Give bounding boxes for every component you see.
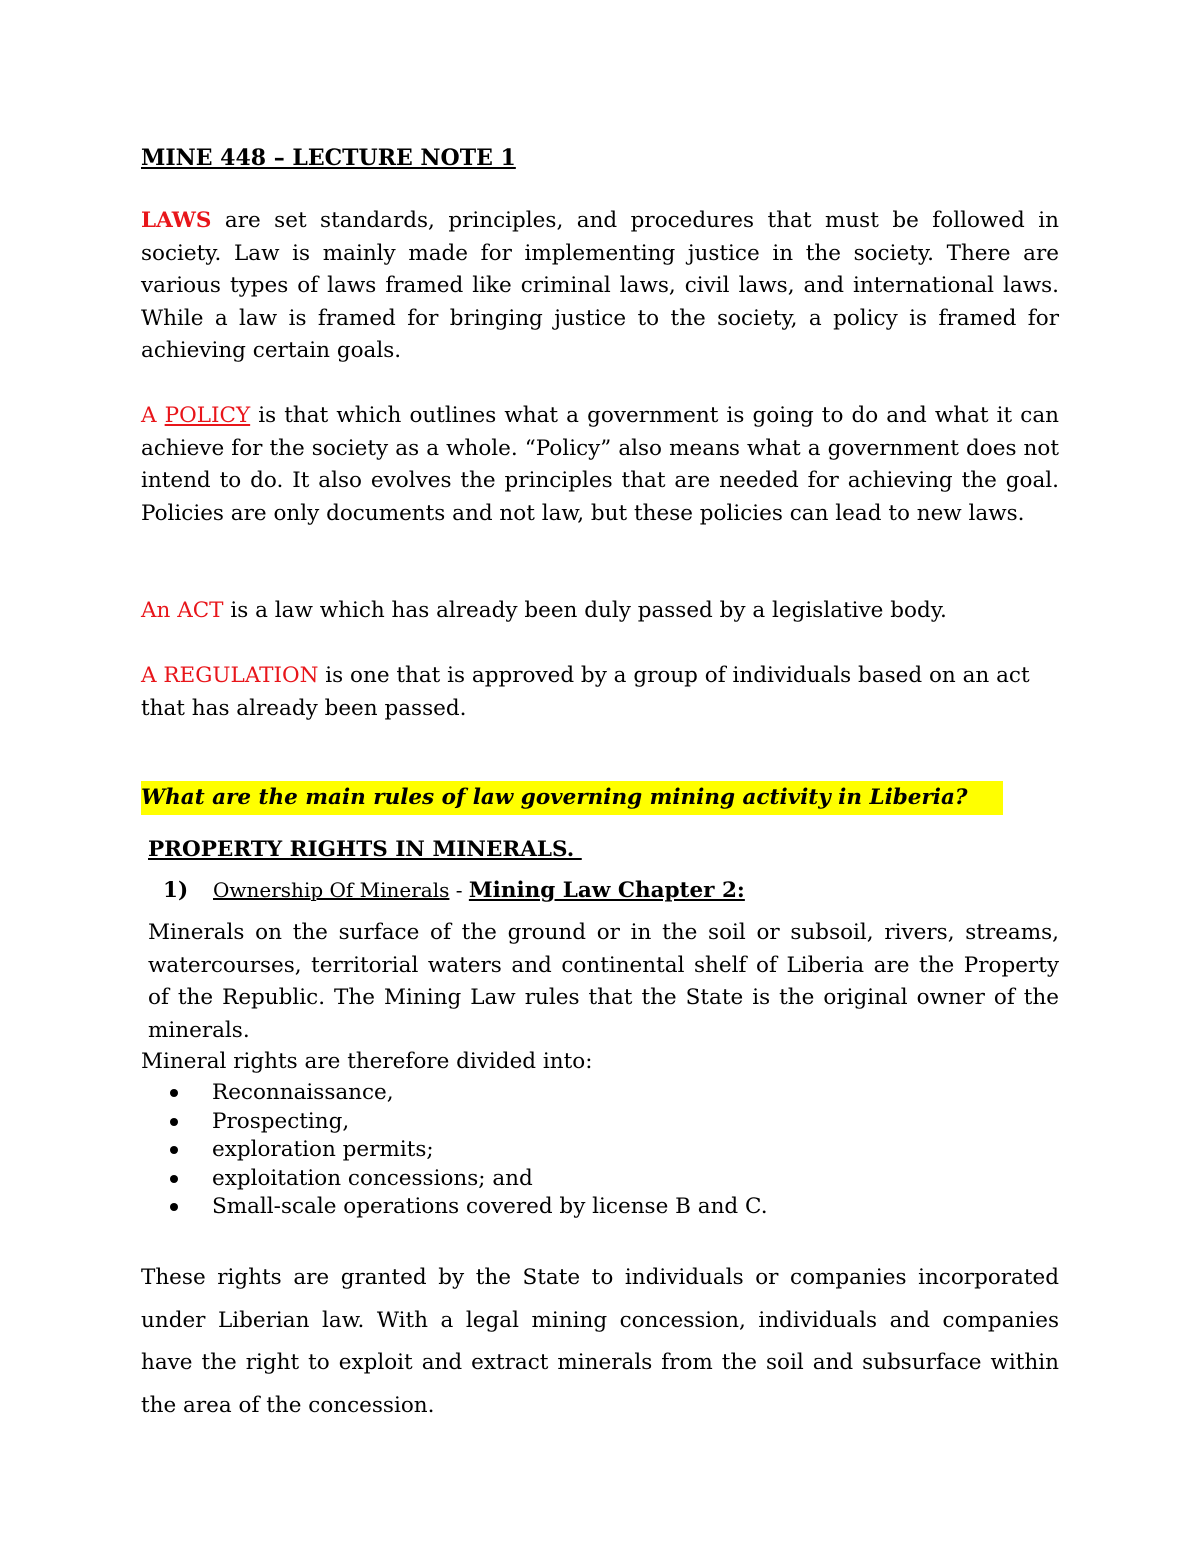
list-item: exploration permits; (170, 1136, 768, 1165)
item-number: 1) (163, 878, 189, 903)
regulation-text: is one that is approved by a group of individuals based on an act that has already been passed. (141, 663, 1030, 721)
property-rights-heading: PROPERTY RIGHTS IN MINERALS. (148, 837, 582, 862)
list-item: exploitation concessions; and (170, 1165, 768, 1194)
list-item: Reconnaissance, (170, 1079, 768, 1108)
rights-bullet-list (170, 1079, 768, 1222)
act-paragraph (141, 595, 1059, 628)
laws-term: LAWS (141, 208, 212, 233)
highlighted-question: What are the main rules of law governing mining activity in Liberia? (141, 781, 1003, 815)
ownership-list-item (163, 874, 745, 907)
list-item: Small-scale operations covered by license B and C. (170, 1193, 768, 1222)
policy-term: POLICY (164, 403, 251, 428)
bullet-icon (170, 1089, 178, 1097)
act-text: is a law which has already been duly passed by a legislative body. (223, 598, 947, 623)
policy-text: is that which outlines what a government is going to do and what it can achieve for the society as a whole. “Policy” also means what a government does not intend to do. It also evolves the principles that are needed for achieving the goal. Policies are only documents and not law, but these policies can lead to new laws. (141, 403, 1059, 526)
regulation-paragraph (141, 660, 1059, 725)
bullet-icon (170, 1175, 178, 1183)
laws-paragraph (141, 205, 1059, 368)
policy-prefix: A (141, 403, 165, 428)
bullet-icon (170, 1146, 178, 1154)
item-reference: Mining Law Chapter 2: (468, 878, 745, 903)
policy-paragraph (141, 400, 1059, 530)
regulation-term: A REGULATION (141, 663, 319, 688)
minerals-paragraph: Minerals on the surface of the ground or in the soil or subsoil, rivers, streams, watercourses, territorial waters and continental shelf of Liberia are the Property of the Republic. The Mining Law rules that the State is the original owner of the minerals. (148, 920, 1059, 1043)
rights-paragraph: These rights are granted by the State to individuals or companies incorporated under Liberian law. With a legal mining concession, individuals and companies have the right to exploit and extract minerals from the soil and subsurface within the area of the concession. (141, 1265, 1059, 1418)
list-item: Prospecting, (170, 1108, 768, 1137)
laws-text: are set standards, principles, and procedures that must be followed in society. Law is mainly made for implementing justice in the society. There are various types of laws framed like criminal laws, civil laws, and international laws. While a law is framed for bringing justice to the society, a policy is framed for achieving certain goals. (141, 208, 1059, 363)
item-label: Ownership Of Minerals (213, 878, 450, 902)
page-title: MINE 448 – LECTURE NOTE 1 (141, 145, 516, 171)
item-separator: - (449, 878, 469, 902)
bullet-icon (170, 1118, 178, 1126)
act-term: An ACT (141, 598, 224, 623)
bullet-icon (170, 1203, 178, 1211)
divided-paragraph: Mineral rights are therefore divided into: (141, 1049, 593, 1074)
